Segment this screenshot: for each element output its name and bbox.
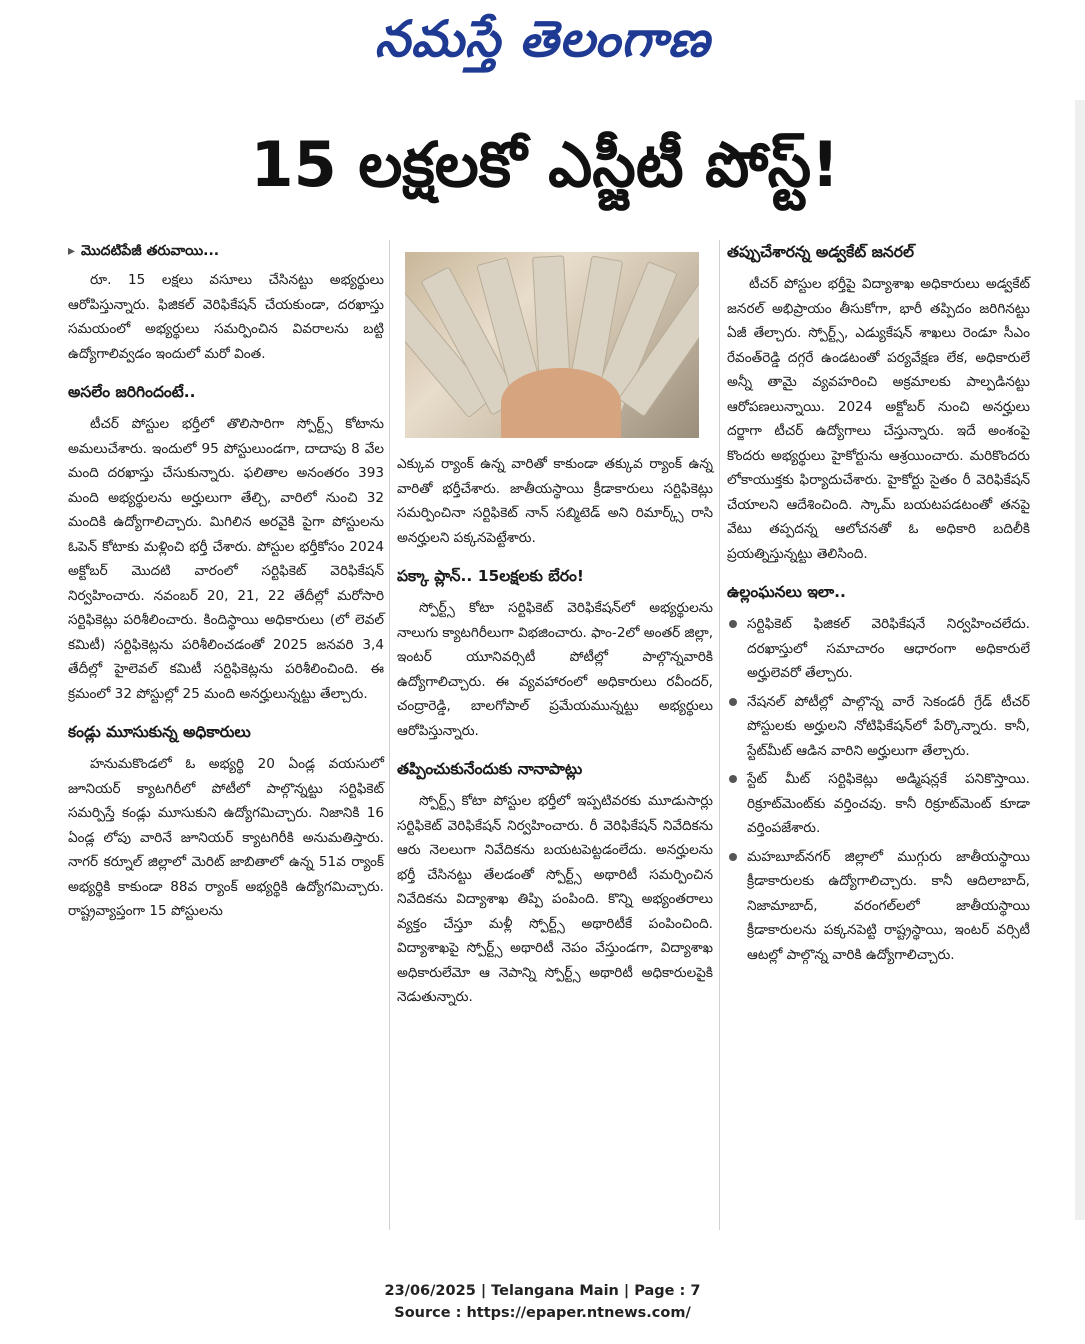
subheading: అసలేం జరిగిందంటే.. bbox=[68, 383, 196, 401]
subheading: ఉల్లంఘనలు ఇలా.. bbox=[727, 583, 846, 601]
subheading: తప్పించుకునేందుకు నానాపాట్లు bbox=[397, 760, 583, 778]
paragraph: రూ. 15 లక్షలు వసూలు చేసినట్టు అభ్యర్థులు ఆరోపిస్తున్నారు. ఫిజికల్ వెరిఫికేషన్ చేయకుండా, దరఖాస్తు సమయంలో అభ్యర్థులు సమర్పించిన వివరాలను బట్టి ఉద్యోగాలివ్వడం ఇందులో మరో వింత. bbox=[68, 272, 384, 362]
footer-edition-info: 23/06/2025 | Telangana Main | Page : 7 bbox=[384, 1283, 701, 1299]
paragraph: స్పోర్ట్స్ కోటా సర్టిఫికెట్ వెరిఫికేషన్‌లో అభ్యర్థులను నాలుగు క్యాటగిరీలుగా విభజించారు. ఫాం-2లో అంతర్ జిల్లా, ఇంటర్ యూనివర్సిటీ పోటీల్లో పాల్గొన్నవారికి ఉద్యోగాలిచ్చారు. ఈ వ్యవహారంలో అధికారులు రవీందర్, చంద్రారెడ్డి, బాలగోపాల్ ప్రమేయమున్నట్టు అభ్యర్థులు ఆరోపిస్తున్నారు. bbox=[397, 600, 714, 739]
bullet-dot-icon bbox=[729, 698, 737, 706]
bullet-dot-icon bbox=[729, 853, 737, 861]
newspaper-masthead: నమస్తే తెలంగాణ bbox=[374, 9, 711, 68]
paragraph: టీచర్ పోస్టుల భర్తీపై విద్యాశాఖ అధికారులు అడ్వకేట్ జనరల్ అభిప్రాయం తీసుకోగా, భారీ తప్పిదం జరిగినట్టు ఏజీ తేల్చారు. స్పోర్ట్స్, ఎడ్యుకేషన్ శాఖలు రెండూ సీఎం రేవంత్‌రెడ్డి దగ్గరే ఉండటంతో పర్యవేక్షణ లేక, అధికారులే అన్నీ తామై వ్యవహరించి అక్రమాలకు పాల్పడినట్టు ఆరోపణలున్నాయి. 2024 అక్టోబర్ నుంచి అనర్హులు దర్జాగా టీచర్ ఉద్యోగాలు చేస్తున్నారు. ఇదే అంశంపై కొందరు అభ్యర్థులు హైకోర్టును ఆశ్రయించారు. మరికొందరు లోకాయుక్తకు ఫిర్యాదుచేశారు. హైకోర్టు సైతం రీ వెరిఫికేషన్ చేయాలని ఆదేశించింది. స్కామ్ బయటపడటంతో తనపై వేటు తప్పదన్న ఆలోచనతో ఓ అధికారి బదిలీకి ప్రయత్నిస్తున్నట్టు తెలిసింది. bbox=[727, 276, 1030, 562]
bullet-dot-icon bbox=[729, 620, 737, 628]
paragraph: స్పోర్ట్స్ కోటా పోస్టుల భర్తీలో ఇప్పటివరకు మూడుసార్లు సర్టిఫికెట్ వెరిఫికేషన్ నిర్వహించారు. రీ వెరిఫికేషన్ నివేదికను ఆరు నెలలుగా నివేదికను బయటపెట్టడంలేదు. అనర్హులను భర్తీ చేసినట్టు తేలడంతో స్పోర్ట్స్ అథారిటీ సమర్పించిన నివేదికను విద్యాశాఖ తిప్పి పంపింది. కొన్ని అభ్యంతరాలు వ్యక్తం చేస్తూ మళ్లీ స్పోర్ట్స్ అథారిటీకే పంపించింది. విద్యాశాఖపై స్పోర్ట్స్ అథారిటీ నెపం వేస్తుండగా, విద్యాశాఖ అధికారులేమో ఆ నెపాన్ని స్పోర్ట్స్ అథారిటీ అధికారులపైకి నెడుతున్నారు. bbox=[397, 793, 713, 1005]
continued-from-label: ▸ మొదటిపేజీ తరువాయి... bbox=[68, 243, 220, 259]
column-divider-2 bbox=[719, 240, 720, 1230]
list-item-text: నేషనల్ పోటీల్లో పాల్గొన్న వారే సెకండరీ గ్రేడ్ టీచర్ పోస్టులకు అర్హులని నోటిఫికేషన్‌లో పేర్కొన్నారు. కానీ, స్టేట్‌మీట్ ఆడిన వారిని అర్హులుగా తేల్చారు. bbox=[747, 693, 1030, 759]
subheading: పక్కా ప్లాన్.. 15లక్షలకు బేరం! bbox=[397, 567, 584, 585]
page-edge-bar bbox=[1075, 100, 1085, 1220]
list-item bbox=[727, 612, 1030, 686]
currency-notes-photo bbox=[405, 252, 699, 438]
list-item-text: స్టేట్ మీట్ సర్టిఫికెట్లు అడ్మిషన్లకే పనికొస్తాయి. రిక్రూట్‌మెంట్‌కు వర్తించవు. కానీ రిక్రూట్‌మెంట్ కూడా వర్తింపజేశారు. bbox=[747, 771, 1030, 836]
triangle-right-icon: ▸ bbox=[68, 243, 76, 259]
article-column-1 bbox=[68, 240, 384, 924]
list-item-text: మహబూబ్‌నగర్ జిల్లాలో ముగ్గురు జాతీయస్థాయి క్రీడాకారులకు ఉద్యోగాలిచ్చారు. కానీ ఆదిలాబాద్, నిజామాబాద్, వరంగల్‌లలో జాతీయస్థాయి క్రీడాకారులను పక్కనపెట్టి రాష్ట్రస్థాయి, ఇంటర్ వర్సిటీ ఆటల్లో పాల్గొన్న వారికి ఉద్యోగాలిచ్చారు. bbox=[747, 848, 1030, 963]
list-item bbox=[727, 767, 1030, 841]
list-item-text: సర్టిఫికెట్ ఫిజికల్ వెరిఫికేషనే నిర్వహించలేదు. దరఖాస్తులో సమాచారం ఆధారంగా అధికారులే అర్హులెవరో తేల్చారు. bbox=[747, 616, 1030, 681]
article-headline: 15 లక్షలకో ఎస్జీటీ పోస్ట్! bbox=[250, 128, 840, 201]
paragraph: ఎక్కువ ర్యాంక్ ఉన్న వారితో కాకుండా తక్కువ ర్యాంక్ ఉన్న వారితో భర్తీచేశారు. జాతీయస్థాయి క్రీడాకారులు సర్టిఫికెట్లు సమర్పించినా సర్టిఫికెట్ నాన్ సబ్మిటెడ్ అని రిమార్క్స్ రాసి అనర్హులని పక్కనపెట్టేశారు. bbox=[397, 456, 713, 546]
subheading: తప్పుచేశారన్న అడ్వకేట్ జనరల్ bbox=[727, 243, 914, 261]
list-item bbox=[727, 845, 1030, 968]
bullet-dot-icon bbox=[729, 775, 737, 783]
hand-shape bbox=[501, 368, 621, 438]
column-divider-1 bbox=[389, 240, 390, 1230]
footer-source-link[interactable]: Source : https://epaper.ntnews.com/ bbox=[394, 1305, 691, 1321]
paragraph: హనుమకొండలో ఓ అభ్యర్థి 20 ఏండ్ల వయసులో జూనియర్ క్యాటగిరీలో పోటీలో పాల్గొన్నట్టు సర్టిఫికెట్ సమర్పిస్తే కండ్లు మూసుకుని ఉద్యోగమిచ్చారు. నిజానికి 16 ఏండ్ల లోపు వారినే జూనియర్ క్యాటగిరీకి అనుమతిస్తారు. నాగర్ కర్నూల్ జిల్లాలో మెరిట్ జాబితాలో ఉన్న 51వ ర్యాంక్ అభ్యర్థికి కాకుండా 88వ ర్యాంక్ అభ్యర్థికి ఉద్యోగమిచ్చారు. రాష్ట్రవ్యాప్తంగా 15 పోస్టులను bbox=[68, 756, 384, 919]
list-item bbox=[727, 690, 1030, 764]
article-column-2 bbox=[397, 240, 713, 1010]
subheading: కండ్లు మూసుకున్న అధికారులు bbox=[68, 723, 251, 741]
paragraph: టీచర్ పోస్టుల భర్తీలో తొలిసారిగా స్పోర్ట్స్ కోటాను అమలుచేశారు. ఇందులో 95 పోస్టులుండగా, దాదాపు 8 వేల మంది దరఖాస్తు చేసుకున్నారు. ఫలితాల అనంతరం 393 మంది అభ్యర్థులను అర్హులుగా తేల్చి, వారిలో నుంచి 32 మందికి ఉద్యోగాలిచ్చారు. మిగిలిన అరవైకి పైగా పోస్టులను ఓపెన్ కోటాకు మళ్లించి భర్తీ చేశారు. పోస్టుల భర్తీకోసం 2024 అక్టోబర్ మొదటి వారంలో సర్టిఫికెట్ వెరిఫికేషన్ నిర్వహించారు. నవంబర్ 20, 21, 22 తేదీల్లో మరోసారి సర్టిఫికెట్లు పరిశీలించారు. కిందిస్థాయి అధికారులు (లో లెవల్ కమిటీ) సర్టిఫికెట్లను పరిశీలించడంతో 2025 జనవరి 3,4 తేదీల్లో హైలెవల్ కమిటీ సర్టిఫికెట్లను పరిశీలించింది. ఈ క్రమంలో 32 పోస్టుల్లో 25 మంది అనర్హులున్నట్టు తేల్చారు. bbox=[68, 416, 384, 702]
article-column-3 bbox=[727, 240, 1030, 971]
